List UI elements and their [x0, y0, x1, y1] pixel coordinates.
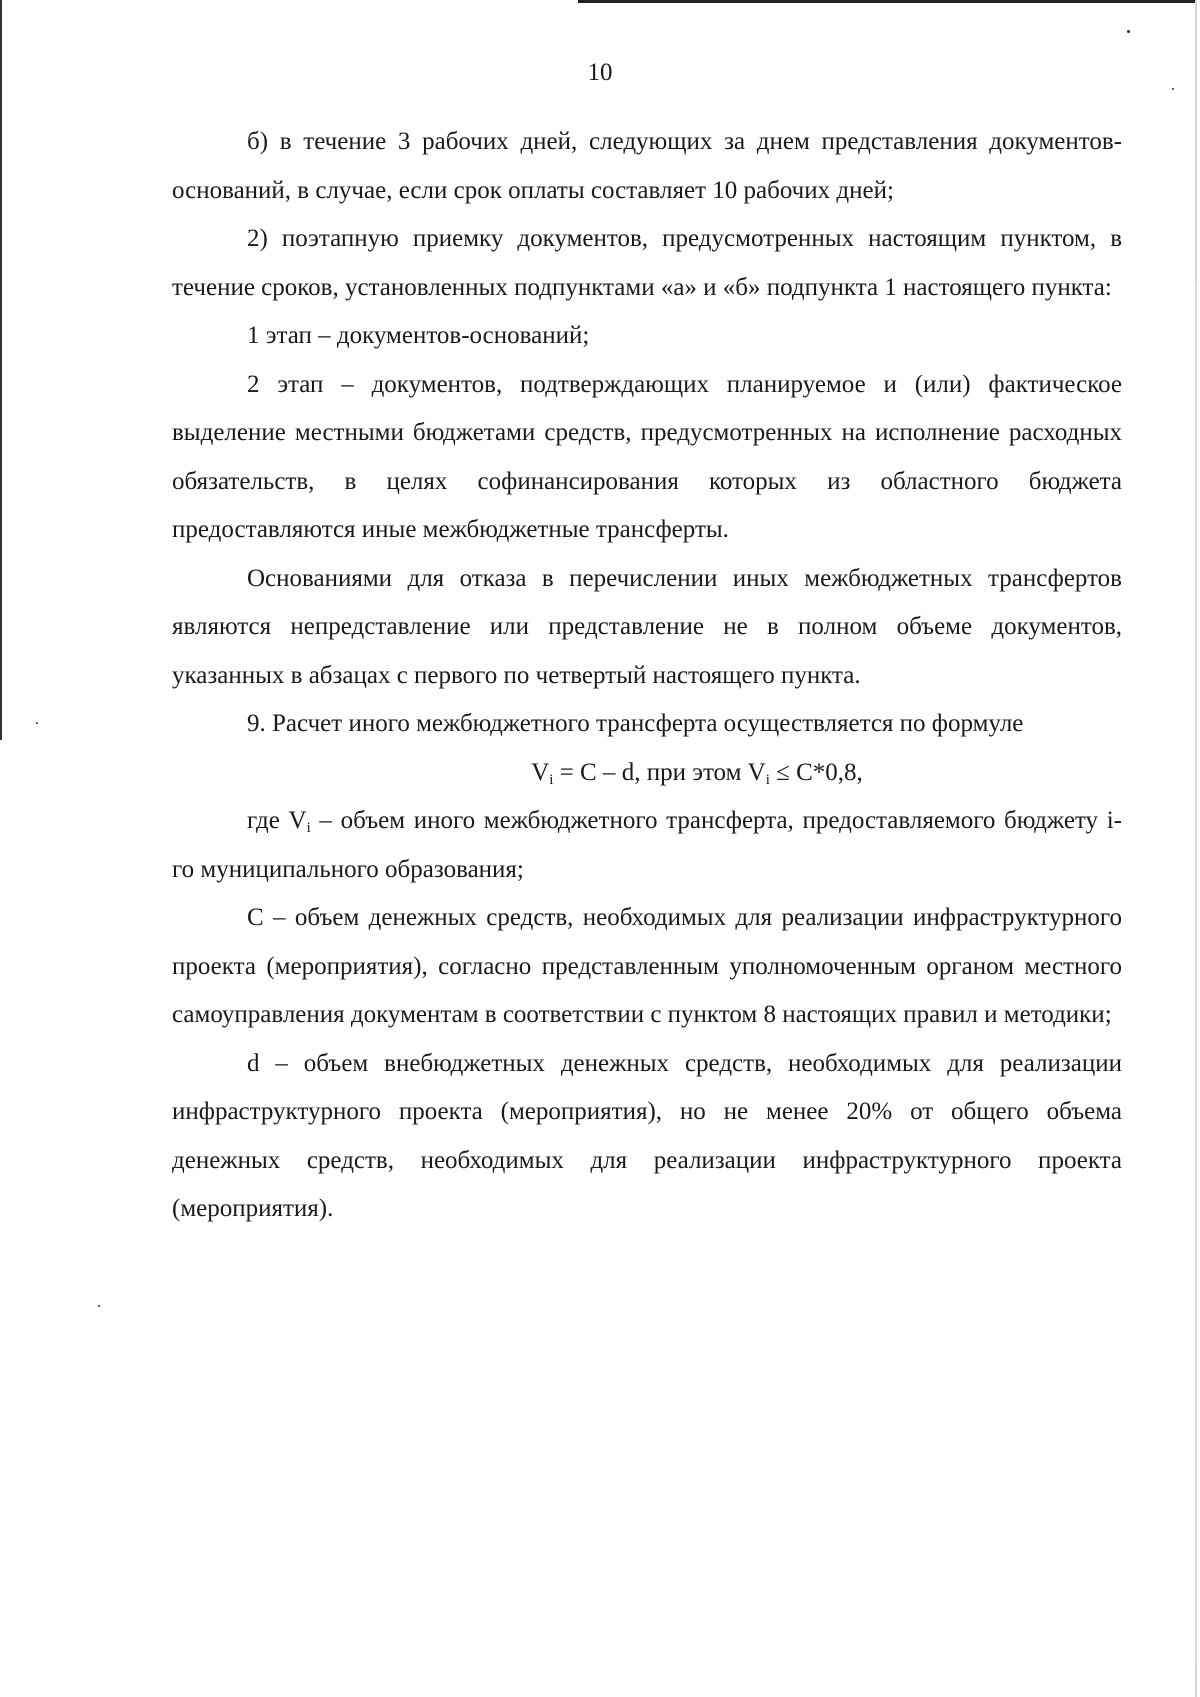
scan-edge-line	[1195, 285, 1196, 1665]
paragraph: 2 этап – документов, подтверждающих планируемое и (или) фактическое выделение местными бюджетами средств, предусмотренных на исполнение расходных обязательств, в целях софинансирования которых из областного бюджета предоставляются иные межбюджетные трансферты.	[172, 370, 1122, 543]
scan-edge-top	[578, 0, 1200, 3]
definition-vi-prefix: где V	[247, 807, 307, 834]
definition-vi-subscript: i	[306, 820, 311, 836]
document-body	[172, 118, 1122, 1234]
paragraph: Основаниями для отказа в перечислении иных межбюджетных трансфертов являются непредставление или представление не в полном объеме документов, указанных в абзацах с первого по четвертый настоящего пункта.	[172, 564, 1122, 689]
paragraph: 9. Расчет иного межбюджетного трансферта осуществляется по формуле	[247, 710, 1024, 737]
page-number: 10	[587, 59, 613, 86]
definition-c: С – объем денежных средств, необходимых для реализации инфраструктурного проекта (мероприятия), согласно представленным уполномоченным органом местного самоуправления документам в соответствии с пунктом 8 настоящих правил и методики;	[172, 904, 1122, 1028]
formula-part: = C – d, при этом V	[553, 758, 766, 786]
definition-vi-text: – объем иного межбюджетного трансферта, предоставляемого бюджету i-го муниципального образования;	[172, 807, 1122, 883]
scan-speck	[36, 722, 38, 724]
paragraph: б) в течение 3 рабочих дней, следующих за днем представления документов-оснований, в случае, если срок оплаты составляет 10 рабочих дней;	[172, 128, 1122, 204]
scan-speck	[98, 1305, 100, 1307]
scan-speck	[1172, 88, 1174, 90]
scan-speck	[1127, 30, 1130, 33]
paragraph: 2) поэтапную приемку документов, предусмотренных настоящим пунктом, в течение сроков, установленных подпунктами «а» и «б» подпункта 1 настоящего пункта:	[172, 225, 1122, 301]
formula	[172, 749, 1122, 798]
formula-subscript: i	[549, 771, 554, 788]
definition-d: d – объем внебюджетных денежных средств, необходимых для реализации инфраструктурного проекта (мероприятия), но не менее 20% от общего объема денежных средств, необходимых для реализации инфраструктурного проекта (мероприятия).	[172, 1049, 1122, 1222]
formula-part: ≤ C*0,8,	[769, 758, 863, 786]
definition-vi	[172, 797, 1122, 894]
formula-subscript: i	[765, 771, 770, 788]
formula-part: V	[531, 758, 550, 786]
scan-edge-left	[0, 0, 2, 740]
paragraph: 1 этап – документов-оснований;	[247, 322, 590, 349]
